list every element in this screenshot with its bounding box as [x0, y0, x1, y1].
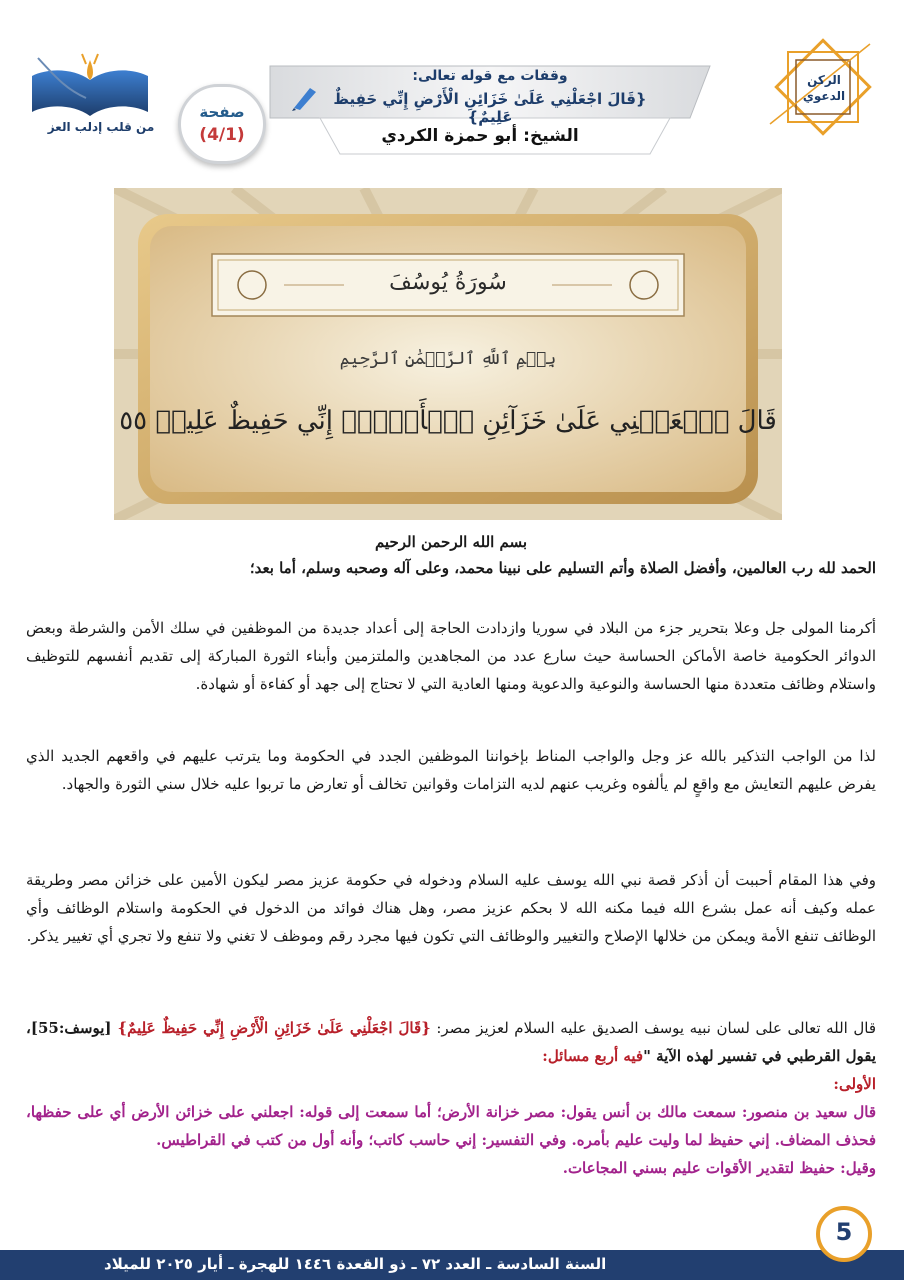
first-issue-text: قال سعيد بن منصور: سمعت مالك بن أنس يقول: مصر خزانة الأرض؛ أما سمعت إلى قوله: اجعلني على خزائن الأرض أي على حفظها، فحذف المضاف. إني حفيظ لما وليت عليم بأمره. وفي التفسير: إني حاسب كاتب؛ وأنه أول من كتب في القراطيس. [26, 1103, 876, 1149]
page-number: 5 [835, 1218, 853, 1246]
section-emblem [760, 34, 882, 144]
page-header [0, 0, 904, 185]
para4-quran-quote: {قَالَ اجْعَلْنِي عَلَىٰ خَزَائِنِ الْأَرْضِ إِنِّي حَفِيظٌ عَلِيمٌ} [117, 1019, 431, 1037]
quill-pen-icon [290, 82, 320, 112]
paragraph-3: وفي هذا المقام أحببت أن أذكر قصة نبي الله يوسف عليه السلام ودخوله في حكومة عزيز مصر ليكون الأمين على خزائن مصر وطريقة عمله وكيف أنه عمل بشرع الله فيما مكنه الله لا بحكم عزيز مصر، وهل هناك فوائد من الدخول في الحكومة واستلام الوظائف وأي الوظائف تنفع الأمة ويمكن من خلالها الإصلاح والتغيير والوظائف التي تكون فيها مجرد رقم وموظف لا تغني ولا تنفع ولا تجري أي تغيير يذكر. [26, 871, 876, 945]
quran-ayah: قَالَ ٱجۡعَلۡنِي عَلَىٰ خَزَآئِنِ ٱلۡأَرۡضِۖ إِنِّي حَفِيظٌ عَلِيمٞ ٥٥ [119, 406, 777, 436]
para4-intro: قال الله تعالى على لسان نبيه يوسف الصديق عليه السلام لعزيز مصر: [430, 1019, 876, 1037]
page-footer [0, 1236, 904, 1280]
para4-reference: [يوسف:55]، يقول القرطبي في تفسير لهذه الآية " [26, 1019, 876, 1065]
first-issue-text-2: وقيل: حفيظ لتقدير الأقوات عليم بسني المجاعات. [562, 1159, 876, 1177]
magazine-logo [18, 18, 163, 143]
title-ribbon [250, 62, 720, 158]
basmala-heading: بسم الله الرحمن الرحيم [374, 533, 528, 551]
paragraph-1: أكرمنا المولى جل وعلا بتحرير جزء من البلاد في سوريا وازدادت الحاجة إلى أعداد جديدة من الموظفين في سلك الأمن والشرطة وبعض الدوائر الحكومية خاصة الأماكن الحساسة حيث سارع عدد من المجاهدين والملتزمين وأبناء الثورة المباركة إلى تقديم أنفسهم للتوظيف واستلام وظائف متعددة منها الحساسة والنوعية والدعوية ومنها العادية التي لا تحتاج إلى جهد أو كفاءة أو شهادة. [26, 619, 876, 693]
section-label-line-2: الدعوي [802, 89, 846, 103]
para4-highlight: فيه أربع مسائل: [542, 1047, 644, 1065]
logo-caption: من قلب إدلب العز [47, 120, 155, 134]
page-fraction: (4/1) [199, 125, 245, 145]
author-name: الشيخ: أبو حمزة الكردي [381, 126, 579, 146]
paragraph-4 [26, 1014, 876, 1070]
paragraph-2: لذا من الواجب التذكير بالله عز وجل والواجب المناط بإخواننا الموظفين الجدد في الحكومة وما يترتب عليهم في واقعهم الجديد الذي يفرض عليهم التعايش مع واقعٍ لم يألفوه وغريب عنهم لديه التزامات وقوانين تخالف أو تعارض ما تربوا عليه خلال سني الثورة والجهاد. [26, 747, 876, 793]
surah-title: سُورَةُ يُوسُفَ [389, 270, 507, 295]
title-line-1: وقفات مع قوله تعالى: [412, 68, 568, 84]
quran-panel [114, 188, 782, 520]
issue-info: السنة السادسة ـ العدد ٧٢ ـ ذو القعدة ١٤٤٦ للهجرة ـ أيار ٢٠٢٥ للميلاد [104, 1255, 607, 1273]
panel-basmala: بِسۡمِ ٱللَّهِ ٱلرَّحۡمَٰنِ ٱلرَّحِيمِ [339, 349, 557, 369]
first-issue-label: الأولى: [833, 1075, 876, 1093]
book-logo-icon [28, 50, 153, 120]
title-line-2: {قَالَ اجْعَلْنِي عَلَىٰ خَزَائِنِ الْأَرْضِ إِنِّي حَفِيظٌ عَلِيمٌ} [333, 90, 647, 126]
section-label-line-1: الركن [807, 73, 841, 87]
opening-praise: الحمد لله رب العالمين، وأفضل الصلاة وأتم التسليم على نبينا محمد، وعلى آله وصحبه وسلم، أما بعد؛ [249, 559, 876, 577]
section-label [798, 72, 850, 104]
page-number-circle [816, 1206, 872, 1262]
page-label: صفحة [199, 103, 245, 121]
